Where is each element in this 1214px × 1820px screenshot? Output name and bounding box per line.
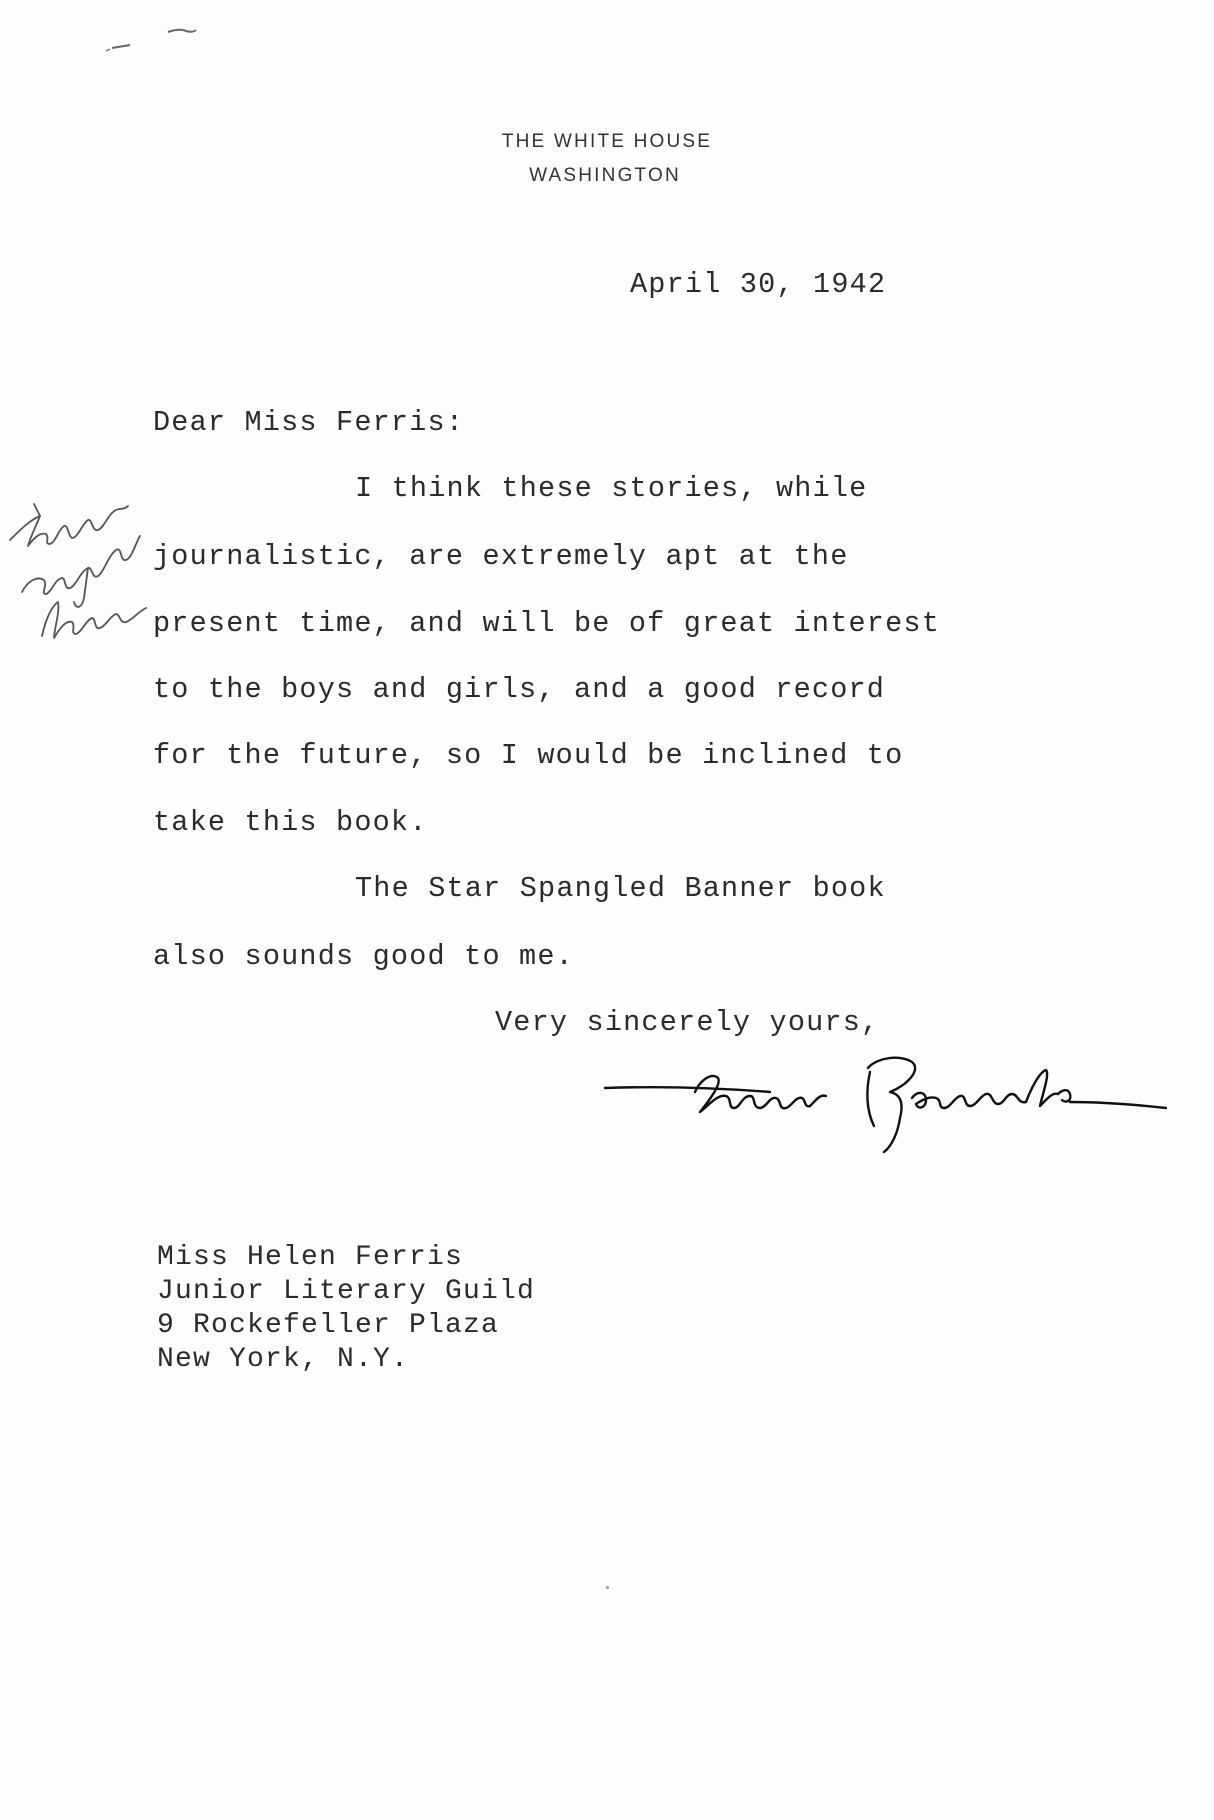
body-line: journalistic, are extremely apt at the	[153, 540, 849, 573]
recipient-organization: Junior Literary Guild	[157, 1276, 536, 1307]
body-line: take this book.	[153, 806, 428, 839]
body-line: The Star Spangled Banner book	[355, 872, 886, 905]
body-line: to the boys and girls, and a good record	[153, 673, 886, 706]
paper-speck	[606, 1586, 609, 1589]
letterhead-city: WASHINGTON	[529, 165, 681, 186]
handwritten-margin-note	[0, 480, 160, 680]
recipient-name: Miss Helen Ferris	[157, 1242, 464, 1273]
closing: Very sincerely yours,	[495, 1006, 880, 1039]
letter-date: April 30, 1942	[630, 268, 887, 301]
body-line: I think these stories, while	[355, 472, 868, 505]
body-line: for the future, so I would be inclined to	[153, 739, 904, 772]
body-line: present time, and will be of great interest	[153, 607, 941, 640]
salutation: Dear Miss Ferris:	[153, 406, 465, 439]
recipient-city: New York, N.Y.	[157, 1344, 410, 1375]
handwritten-signature	[600, 1050, 1170, 1160]
recipient-street: 9 Rockefeller Plaza	[157, 1310, 500, 1341]
body-line: also sounds good to me.	[153, 940, 574, 973]
corner-pencil-marks	[100, 18, 210, 58]
letterhead-title: THE WHITE HOUSE	[501, 131, 713, 152]
